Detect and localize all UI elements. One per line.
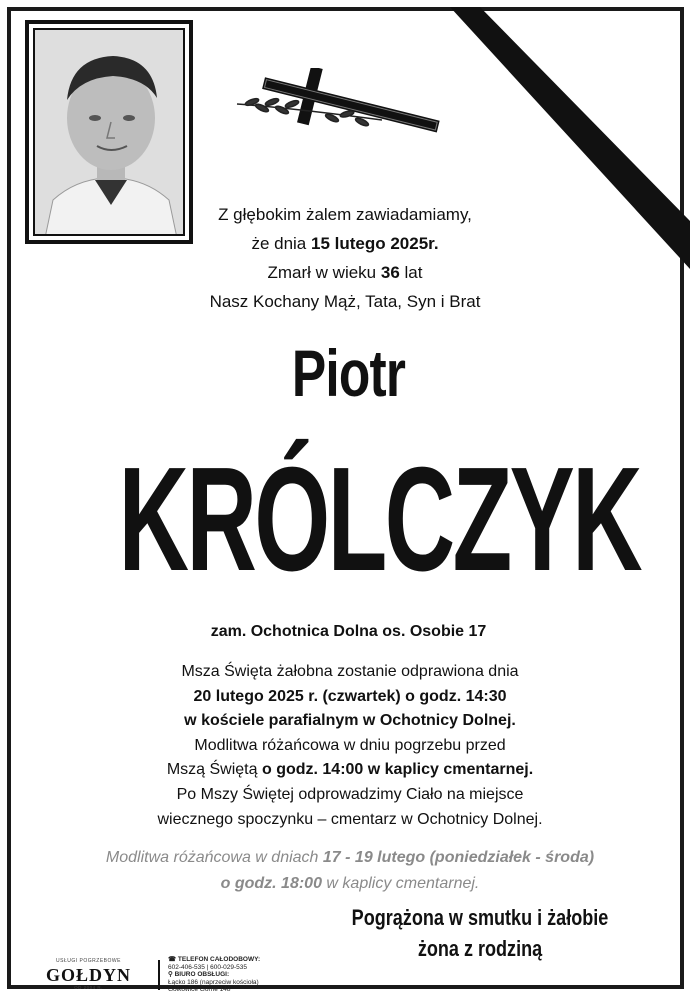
rosary-time: o godz. 18:00 xyxy=(220,875,322,892)
age-value: 36 xyxy=(380,263,400,282)
phone-icon: ☎ xyxy=(168,956,178,963)
office-label-row xyxy=(168,971,298,979)
funeral-home-logo xyxy=(36,958,141,991)
mass-line-5-prefix: Mszą Świętą xyxy=(166,761,262,779)
office-label: BIURO OBSŁUGI: xyxy=(174,971,230,978)
portrait-photo xyxy=(33,28,185,236)
mass-line-3 xyxy=(80,709,620,734)
funeral-home-footer xyxy=(36,956,286,993)
mourners-signature xyxy=(332,902,627,964)
intro-line-1: Z głębokim żalem zawiadamiamy, xyxy=(218,205,472,224)
mass-line-7: wiecznego spoczynku – cmentarz w Ochotnicy Dolnej. xyxy=(157,810,543,828)
first-name: Piotr xyxy=(291,336,406,410)
mass-line-1: Msza Święta żałobna zostanie odprawiona dnia xyxy=(181,663,519,680)
logo-tagline: USŁUGI POGRZEBOWE xyxy=(56,958,121,964)
mass-line-2 xyxy=(80,685,620,710)
rosary-prefix: Modlitwa różańcowa w dniach xyxy=(105,849,323,866)
office-address-1: Łącko 186 (naprzeciw kościoła) xyxy=(168,978,259,986)
phone-label-row xyxy=(168,956,298,964)
mass-line-5 xyxy=(80,758,620,783)
mass-location: w kościele parafialnym w Ochotnicy Dolnej. xyxy=(184,712,516,730)
mourners-line-2: żona z rodziną xyxy=(417,936,543,961)
rosary-dates: 17 - 19 lutego (poniedziałek - środa) xyxy=(322,849,595,866)
mass-date-time: 20 lutego 2025 r. (czwartek) o godz. 14:30 xyxy=(193,687,507,705)
mass-line-4: Modlitwa różańcowa w dniu pogrzebu przed xyxy=(194,736,506,754)
logo-name: GOŁDYN xyxy=(45,964,131,985)
phone-numbers: 602-406-535 | 600-029-535 xyxy=(168,963,248,971)
portrait-silhouette xyxy=(35,30,185,236)
announcement-intro xyxy=(200,200,490,316)
office-address-2: Gołkowice Górne 148 xyxy=(168,986,231,993)
last-name: KRÓLCZYK xyxy=(118,437,641,602)
logo-since: OD 2004 R. xyxy=(74,984,103,990)
portrait-frame xyxy=(25,20,193,244)
location-pin-icon: ⚲ xyxy=(168,971,175,978)
death-date: 15 lutego 2025r. xyxy=(310,234,439,253)
mass-line-6: Po Mszy Świętej odprowadzimy Ciało na miejsce xyxy=(176,785,524,803)
rosary-line-2 xyxy=(40,871,660,897)
rosary-place: w kaplicy cmentarnej. xyxy=(321,875,480,892)
rosary-info xyxy=(40,845,660,897)
phone-label: TELEFON CAŁODOBOWY: xyxy=(177,956,261,963)
residence-address: zam. Ochotnica Dolna os. Osobie 17 xyxy=(210,623,487,640)
intro-age-suffix: lat xyxy=(399,263,423,282)
intro-line-2 xyxy=(200,229,490,258)
contact-info xyxy=(168,956,298,994)
intro-age-prefix: Zmarł w wieku xyxy=(267,263,381,282)
rosary-line-1 xyxy=(40,845,660,871)
rosary-chapel-time: o godz. 14:00 w kaplicy cmentarnej. xyxy=(261,761,534,779)
funeral-mass-info xyxy=(80,660,620,832)
mourners-line-1: Pogrążona w smutku i żałobie xyxy=(351,905,609,930)
intro-date-prefix: że dnia xyxy=(251,234,311,253)
intro-line-4: Nasz Kochany Mąż, Tata, Syn i Brat xyxy=(209,292,481,311)
footer-divider xyxy=(158,960,160,990)
cross-icon xyxy=(232,68,462,148)
intro-line-3 xyxy=(200,258,490,287)
